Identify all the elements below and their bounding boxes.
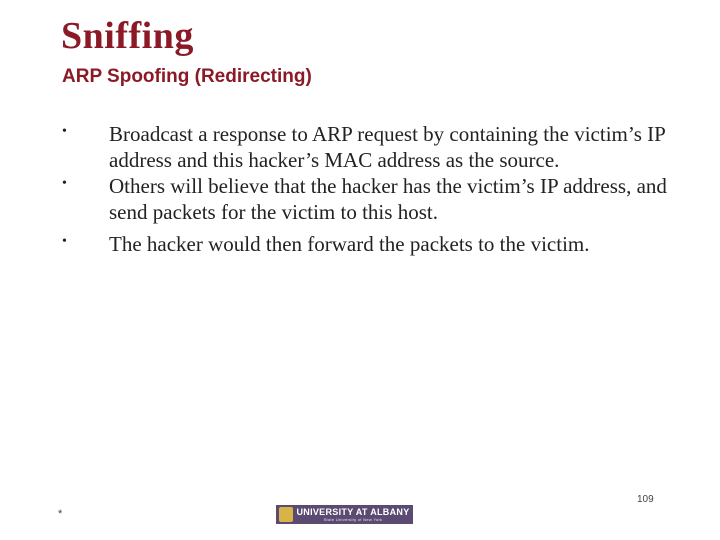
bullet-text: The hacker would then forward the packets to the victim. bbox=[109, 232, 590, 256]
slide-title: Sniffing bbox=[61, 15, 194, 57]
bullet-item bbox=[54, 225, 684, 264]
footer-star: * bbox=[58, 508, 63, 520]
logo-title: UNIVERSITY AT ALBANY bbox=[296, 507, 410, 517]
bullet-item bbox=[54, 121, 684, 173]
bullet-icon: • bbox=[62, 124, 67, 139]
bullet-text: Others will believe that the hacker has the victim’s IP address, and send packets for the victim to this host. bbox=[109, 174, 667, 224]
bullet-item bbox=[54, 173, 684, 225]
logo-subtitle: State University of New York bbox=[323, 517, 383, 522]
slide-subtitle: ARP Spoofing (Redirecting) bbox=[62, 66, 312, 87]
bullet-icon: • bbox=[62, 234, 67, 249]
university-logo bbox=[276, 505, 413, 524]
logo-wordmark bbox=[293, 507, 413, 522]
bullet-list bbox=[54, 121, 684, 264]
bullet-icon: • bbox=[62, 176, 67, 191]
seal-icon bbox=[279, 507, 293, 522]
page-number: 109 bbox=[637, 494, 654, 505]
bullet-text: Broadcast a response to ARP request by containing the victim’s IP address and this hacker’s MAC address as the source. bbox=[109, 122, 666, 172]
